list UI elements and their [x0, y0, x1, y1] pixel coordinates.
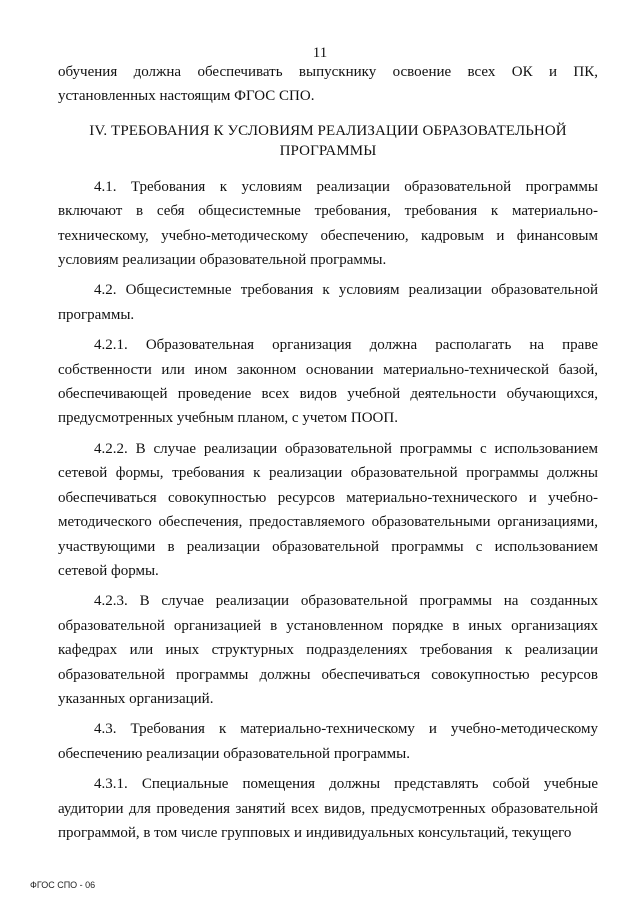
footer-label: ФГОС СПО - 06	[30, 880, 96, 890]
paragraph-4-2-3: 4.2.3. В случае реализации образовательной программы на созданных образовательной организацией в установленном порядке в иных организациях кафедрах или иных структурных подразделениях требования к реализации образовательной программы должны обеспечиваться совокупностью ресурсов указанных организаций.	[58, 593, 598, 707]
intro-paragraph: обучения должна обеспечивать выпускнику освоение всех ОК и ПК, установленных настоящим ФГОС СПО.	[58, 64, 598, 105]
paragraph-4-3: 4.3. Требования к материально-техническому и учебно-методическому обеспечению реализации образовательной программы.	[58, 721, 598, 762]
section-title-line-2: ПРОГРАММЫ	[279, 142, 377, 159]
paragraph-4-2-1: 4.2.1. Образовательная организация должна располагать на праве собственности или ином законном основании материально-технической базой, обеспечивающей проведение всех видов учебной деятельности обучающихся, предусмотренных учебным планом, с учетом ПООП.	[58, 337, 598, 427]
paragraph-4-2: 4.2. Общесистемные требования к условиям реализации образовательной программы.	[58, 282, 598, 323]
page-number: 11	[312, 45, 328, 61]
paragraph-4-3-1: 4.3.1. Специальные помещения должны представлять собой учебные аудитории для проведения занятий всех видов, предусмотренных образовательной программой, в том числе групповых и индивидуальных консультаций, текущего	[58, 776, 598, 841]
paragraph-4-1: 4.1. Требования к условиям реализации образовательной программы включают в себя общесистемные требования, требования к материально-техническому, учебно-методическому обеспечению, кадровым и финансовым условиям реализации образовательной программы.	[58, 178, 598, 269]
section-title	[58, 121, 598, 161]
section-title-line-1: IV. ТРЕБОВАНИЯ К УСЛОВИЯМ РЕАЛИЗАЦИИ ОБРАЗОВАТЕЛЬНОЙ	[89, 122, 567, 139]
document-body	[58, 60, 598, 845]
paragraph-4-2-2: 4.2.2. В случае реализации образовательной программы с использованием сетевой формы, требования к реализации образовательной программы должны обеспечиваться совокупностью ресурсов материально-технического и учебно-методического обеспечения, предоставляемого образовательными организациями, участвующими в реализации образовательной программы с использованием сетевой формы.	[58, 440, 598, 579]
